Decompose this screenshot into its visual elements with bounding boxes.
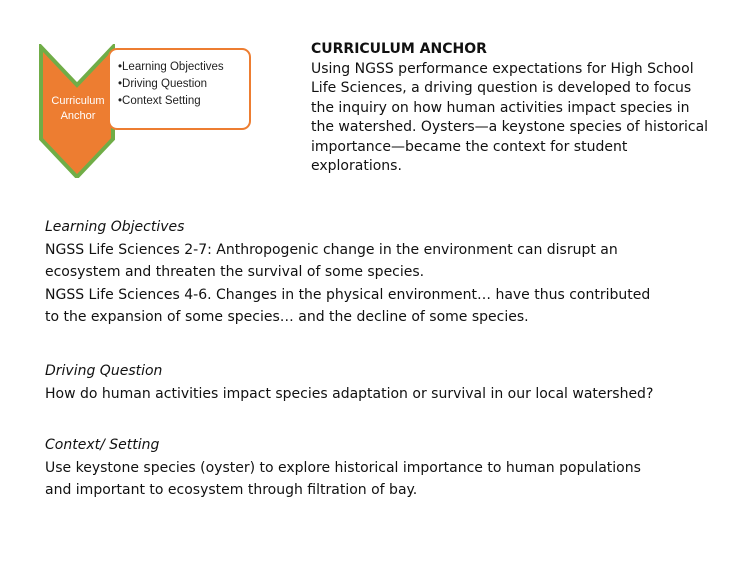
- learning-objectives-line: NGSS Life Sciences 4-6. Changes in the physical environment… have thus contributed: [45, 286, 651, 303]
- learning-objectives-line: to the expansion of some species… and the decline of some species.: [45, 309, 529, 325]
- anchor-body-line: importance—became the context for student: [311, 138, 628, 155]
- curriculum-anchor-description: [311, 40, 747, 177]
- learning-objectives-section: [45, 216, 745, 329]
- anchor-body-line: the inquiry on how human activities impact species in: [311, 99, 690, 116]
- chevron-label-line1: Curriculum: [51, 95, 105, 107]
- learning-objectives-line: NGSS Life Sciences 2-7: Anthropogenic change in the environment can disrupt an: [45, 241, 618, 258]
- callout-bullet-context-setting: •Context Setting: [118, 95, 201, 107]
- context-setting-heading: Context/ Setting: [45, 437, 160, 453]
- curriculum-anchor-title: CURRICULUM ANCHOR: [311, 41, 487, 57]
- learning-objectives-heading: Learning Objectives: [45, 219, 185, 235]
- anchor-body-line: Using NGSS performance expectations for High School: [311, 60, 694, 77]
- anchor-callout-box: [108, 48, 251, 130]
- callout-bullet-learning-objectives: •Learning Objectives: [118, 61, 224, 73]
- anchor-body-line: the watershed. Oysters—a keystone species of historical: [311, 119, 709, 135]
- context-setting-line: Use keystone species (oyster) to explore historical importance to human populations: [45, 459, 641, 476]
- driving-question-section: [45, 360, 745, 405]
- context-setting-section: [45, 434, 745, 502]
- anchor-body-line: Life Sciences, a driving question is developed to focus: [311, 80, 692, 96]
- anchor-body-line: explorations.: [311, 158, 402, 174]
- learning-objectives-line: ecosystem and threaten the survival of some species.: [45, 264, 425, 280]
- driving-question-heading: Driving Question: [45, 363, 163, 379]
- context-setting-line: and important to ecosystem through filtration of bay.: [45, 482, 418, 498]
- chevron-label: [46, 94, 110, 124]
- callout-bullet-driving-question: •Driving Question: [118, 78, 208, 90]
- driving-question-line: How do human activities impact species adaptation or survival in our local watershed?: [45, 385, 654, 402]
- chevron-label-line2: Anchor: [60, 110, 96, 122]
